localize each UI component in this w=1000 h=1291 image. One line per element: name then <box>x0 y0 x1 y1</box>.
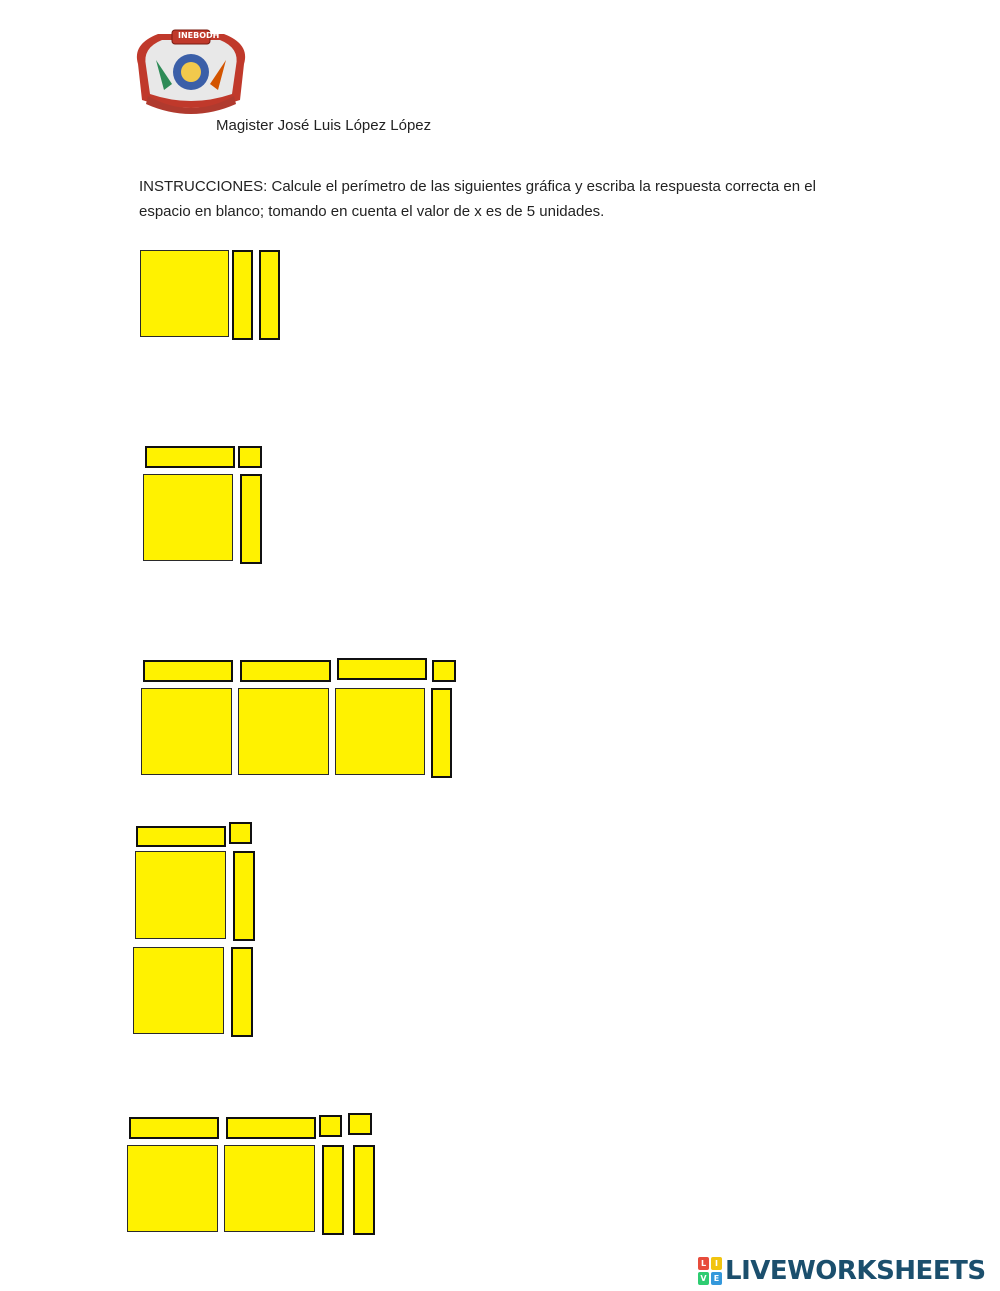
instructions-text <box>139 174 879 224</box>
x-squared-tile <box>133 947 224 1034</box>
x-tile <box>226 1117 316 1139</box>
x-tile <box>232 250 253 340</box>
liveworksheets-badge-icon <box>698 1257 722 1285</box>
badge-letter-e: E <box>711 1272 722 1285</box>
x-tile <box>240 660 331 682</box>
instructions-line-1: INSTRUCCIONES: Calcule el perímetro de las siguientes gráfica y escriba la respuesta correcta en el <box>139 178 816 195</box>
x-tile <box>259 250 280 340</box>
x-tile <box>431 688 452 778</box>
x-squared-tile <box>238 688 329 775</box>
badge-letter-v: V <box>698 1272 709 1285</box>
author-name: Magister José Luis López López <box>216 117 432 134</box>
x-squared-tile <box>135 851 226 939</box>
unit-tile <box>432 660 456 682</box>
x-tile <box>231 947 253 1037</box>
x-squared-tile <box>140 250 229 337</box>
x-tile <box>233 851 255 941</box>
unit-tile <box>238 446 262 468</box>
x-squared-tile <box>335 688 425 775</box>
x-squared-tile <box>127 1145 218 1232</box>
x-squared-tile <box>141 688 232 775</box>
x-tile <box>240 474 262 564</box>
unit-tile <box>348 1113 372 1135</box>
x-tile <box>322 1145 344 1235</box>
crest-logo-text: INEBODH <box>178 31 220 40</box>
unit-tile <box>319 1115 342 1137</box>
badge-letter-l: L <box>698 1257 709 1270</box>
x-tile <box>136 826 226 847</box>
x-squared-tile <box>224 1145 315 1232</box>
x-tile <box>143 660 233 682</box>
x-tile <box>337 658 427 680</box>
x-tile <box>145 446 235 468</box>
liveworksheets-brand-text: LIVEWORKSHEETS <box>725 1256 986 1286</box>
unit-tile <box>229 822 252 844</box>
x-tile <box>129 1117 219 1139</box>
x-tile <box>353 1145 375 1235</box>
badge-letter-i: I <box>711 1257 722 1270</box>
liveworksheets-logo[interactable] <box>698 1256 986 1286</box>
instructions-line-2: espacio en blanco; tomando en cuenta el valor de x es de 5 unidades. <box>139 203 605 220</box>
x-squared-tile <box>143 474 233 561</box>
